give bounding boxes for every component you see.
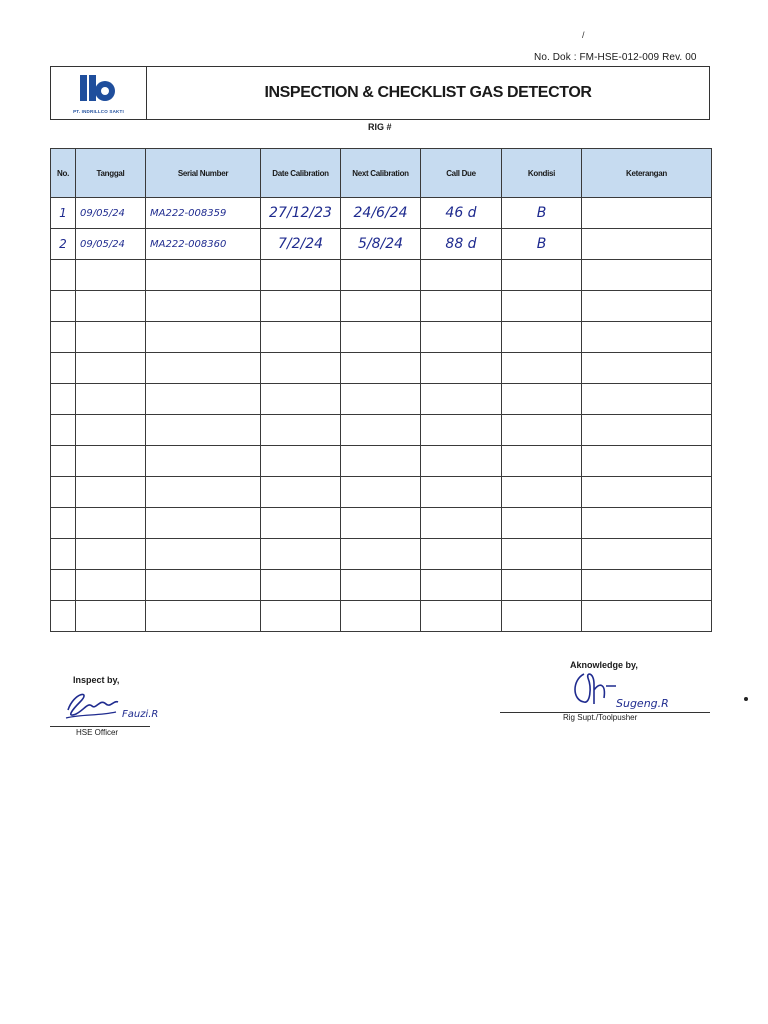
table-cell xyxy=(341,384,421,415)
table-cell xyxy=(421,322,502,353)
table-cell xyxy=(76,198,146,229)
table-row xyxy=(51,291,712,322)
cell-value: 09/05/24 xyxy=(80,238,125,250)
document-number: No. Dok : FM-HSE-012-009 Rev. 00 xyxy=(534,52,697,63)
table-cell xyxy=(261,384,341,415)
table-cell xyxy=(76,415,146,446)
table-cell xyxy=(502,539,582,570)
table-cell xyxy=(502,384,582,415)
approver-signature xyxy=(570,668,620,712)
table-cell xyxy=(76,539,146,570)
table-cell xyxy=(582,384,712,415)
table-cell xyxy=(76,570,146,601)
table-cell xyxy=(421,260,502,291)
table-cell xyxy=(421,229,502,260)
cell-value: MA222-008360 xyxy=(150,238,227,250)
table-cell xyxy=(261,322,341,353)
table-cell xyxy=(582,601,712,632)
table-cell xyxy=(502,570,582,601)
table-row xyxy=(51,446,712,477)
column-header: No. xyxy=(51,149,76,198)
table-cell xyxy=(51,539,76,570)
table-cell xyxy=(146,322,261,353)
table-cell xyxy=(421,539,502,570)
column-header: Tanggal xyxy=(76,149,146,198)
table-cell xyxy=(76,446,146,477)
table-cell xyxy=(341,415,421,446)
cell-value: 5/8/24 xyxy=(357,236,404,252)
table-cell xyxy=(421,601,502,632)
table-row xyxy=(51,477,712,508)
table-cell xyxy=(341,322,421,353)
table-cell xyxy=(146,353,261,384)
cell-value: 2 xyxy=(59,237,67,251)
table-cell xyxy=(146,477,261,508)
table-cell xyxy=(261,260,341,291)
cell-value: B xyxy=(536,236,547,252)
table-row xyxy=(51,229,712,260)
table-cell xyxy=(51,198,76,229)
table-cell xyxy=(502,415,582,446)
table-row xyxy=(51,260,712,291)
table-cell xyxy=(502,508,582,539)
stray-mark xyxy=(744,697,748,701)
approver-name: Sugeng.R xyxy=(616,697,669,710)
company-logo xyxy=(51,67,147,119)
table-cell xyxy=(502,601,582,632)
table-cell xyxy=(421,570,502,601)
table-cell xyxy=(421,198,502,229)
table-row xyxy=(51,353,712,384)
table-cell xyxy=(261,415,341,446)
table-cell xyxy=(421,415,502,446)
table-cell xyxy=(51,384,76,415)
table-cell xyxy=(76,508,146,539)
table-row xyxy=(51,384,712,415)
table-cell xyxy=(421,477,502,508)
table-cell xyxy=(51,570,76,601)
table-cell xyxy=(341,353,421,384)
table-cell xyxy=(146,415,261,446)
table-cell xyxy=(502,477,582,508)
table-cell xyxy=(261,446,341,477)
cell-value: 24/6/24 xyxy=(353,205,408,221)
approver-role: Rig Supt./Toolpusher xyxy=(563,713,638,722)
table-cell xyxy=(421,353,502,384)
inspector-signature xyxy=(62,688,122,724)
table-cell xyxy=(146,384,261,415)
table-row xyxy=(51,508,712,539)
table-cell xyxy=(51,446,76,477)
cell-value: 7/2/24 xyxy=(277,236,324,252)
form-title: INSPECTION & CHECKLIST GAS DETECTOR xyxy=(264,84,592,101)
table-cell xyxy=(582,260,712,291)
table-cell xyxy=(582,477,712,508)
inspector-signature-line xyxy=(50,726,150,727)
table-cell xyxy=(341,477,421,508)
table-row xyxy=(51,570,712,601)
table-cell xyxy=(51,601,76,632)
column-header: Serial Number xyxy=(146,149,261,198)
cell-value: 46 d xyxy=(445,205,477,221)
table-cell xyxy=(261,601,341,632)
table-row xyxy=(51,601,712,632)
inspector-role: HSE Officer xyxy=(76,728,119,737)
column-header: Date Calibration xyxy=(261,149,341,198)
table-cell xyxy=(421,291,502,322)
table-cell xyxy=(341,539,421,570)
table-cell xyxy=(582,539,712,570)
table-cell xyxy=(502,291,582,322)
inspector-name: Fauzi.R xyxy=(122,709,159,720)
table-cell xyxy=(261,291,341,322)
cell-value: B xyxy=(536,205,547,221)
table-cell xyxy=(51,322,76,353)
table-row xyxy=(51,415,712,446)
rig-label: RIG # xyxy=(368,122,392,132)
column-header: Kondisi xyxy=(502,149,582,198)
table-cell xyxy=(76,291,146,322)
table-cell xyxy=(261,539,341,570)
table-cell xyxy=(341,291,421,322)
table-cell xyxy=(76,229,146,260)
inspect-by-label: Inspect by, xyxy=(73,675,120,685)
table-cell xyxy=(502,198,582,229)
table-cell xyxy=(146,539,261,570)
table-cell xyxy=(582,322,712,353)
table-cell xyxy=(582,415,712,446)
table-cell xyxy=(51,415,76,446)
cell-value: 88 d xyxy=(445,236,477,252)
table-cell xyxy=(261,229,341,260)
table-row xyxy=(51,198,712,229)
table-cell xyxy=(341,229,421,260)
table-cell xyxy=(421,384,502,415)
table-cell xyxy=(76,601,146,632)
cell-value: 09/05/24 xyxy=(80,207,125,219)
table-cell xyxy=(582,353,712,384)
table-cell xyxy=(146,260,261,291)
table-cell xyxy=(146,570,261,601)
table-cell xyxy=(146,508,261,539)
table-cell xyxy=(76,353,146,384)
table-row xyxy=(51,322,712,353)
table-cell xyxy=(76,322,146,353)
table-cell xyxy=(582,291,712,322)
table-cell xyxy=(502,322,582,353)
table-cell xyxy=(146,601,261,632)
table-cell xyxy=(51,353,76,384)
company-name: PT. INDRILLCO SAKTI xyxy=(73,109,124,114)
table-cell xyxy=(51,291,76,322)
table-cell xyxy=(261,477,341,508)
company-logo-icon xyxy=(78,73,118,107)
table-cell xyxy=(146,291,261,322)
table-cell xyxy=(582,229,712,260)
margin-mark: / xyxy=(582,30,585,40)
table-cell xyxy=(341,198,421,229)
table-cell xyxy=(421,508,502,539)
table-cell xyxy=(341,446,421,477)
table-cell xyxy=(76,260,146,291)
table-row xyxy=(51,539,712,570)
cell-value: MA222-008359 xyxy=(150,207,227,219)
table-cell xyxy=(51,508,76,539)
table-header-row xyxy=(51,149,712,198)
column-header: Next Calibration xyxy=(341,149,421,198)
table-cell xyxy=(261,198,341,229)
table-cell xyxy=(51,477,76,508)
table-cell xyxy=(146,229,261,260)
acknowledge-by-label: Aknowledge by, xyxy=(570,660,638,670)
cell-value: 1 xyxy=(59,206,67,220)
table-cell xyxy=(146,446,261,477)
table-cell xyxy=(261,508,341,539)
table-cell xyxy=(341,508,421,539)
table-cell xyxy=(146,198,261,229)
column-header: Call Due xyxy=(421,149,502,198)
table-cell xyxy=(341,570,421,601)
table-cell xyxy=(76,477,146,508)
table-cell xyxy=(341,260,421,291)
table-cell xyxy=(502,446,582,477)
table-cell xyxy=(502,260,582,291)
table-cell xyxy=(582,198,712,229)
table-cell xyxy=(582,570,712,601)
table-cell xyxy=(51,260,76,291)
table-cell xyxy=(502,353,582,384)
table-cell xyxy=(341,601,421,632)
checklist-table xyxy=(50,148,712,632)
column-header: Keterangan xyxy=(582,149,712,198)
form-header xyxy=(50,66,710,120)
table-cell xyxy=(582,446,712,477)
table-cell xyxy=(582,508,712,539)
table-cell xyxy=(502,229,582,260)
table-cell xyxy=(261,353,341,384)
table-cell xyxy=(261,570,341,601)
cell-value: 27/12/23 xyxy=(269,205,332,221)
table-cell xyxy=(421,446,502,477)
table-cell xyxy=(76,384,146,415)
table-cell xyxy=(51,229,76,260)
